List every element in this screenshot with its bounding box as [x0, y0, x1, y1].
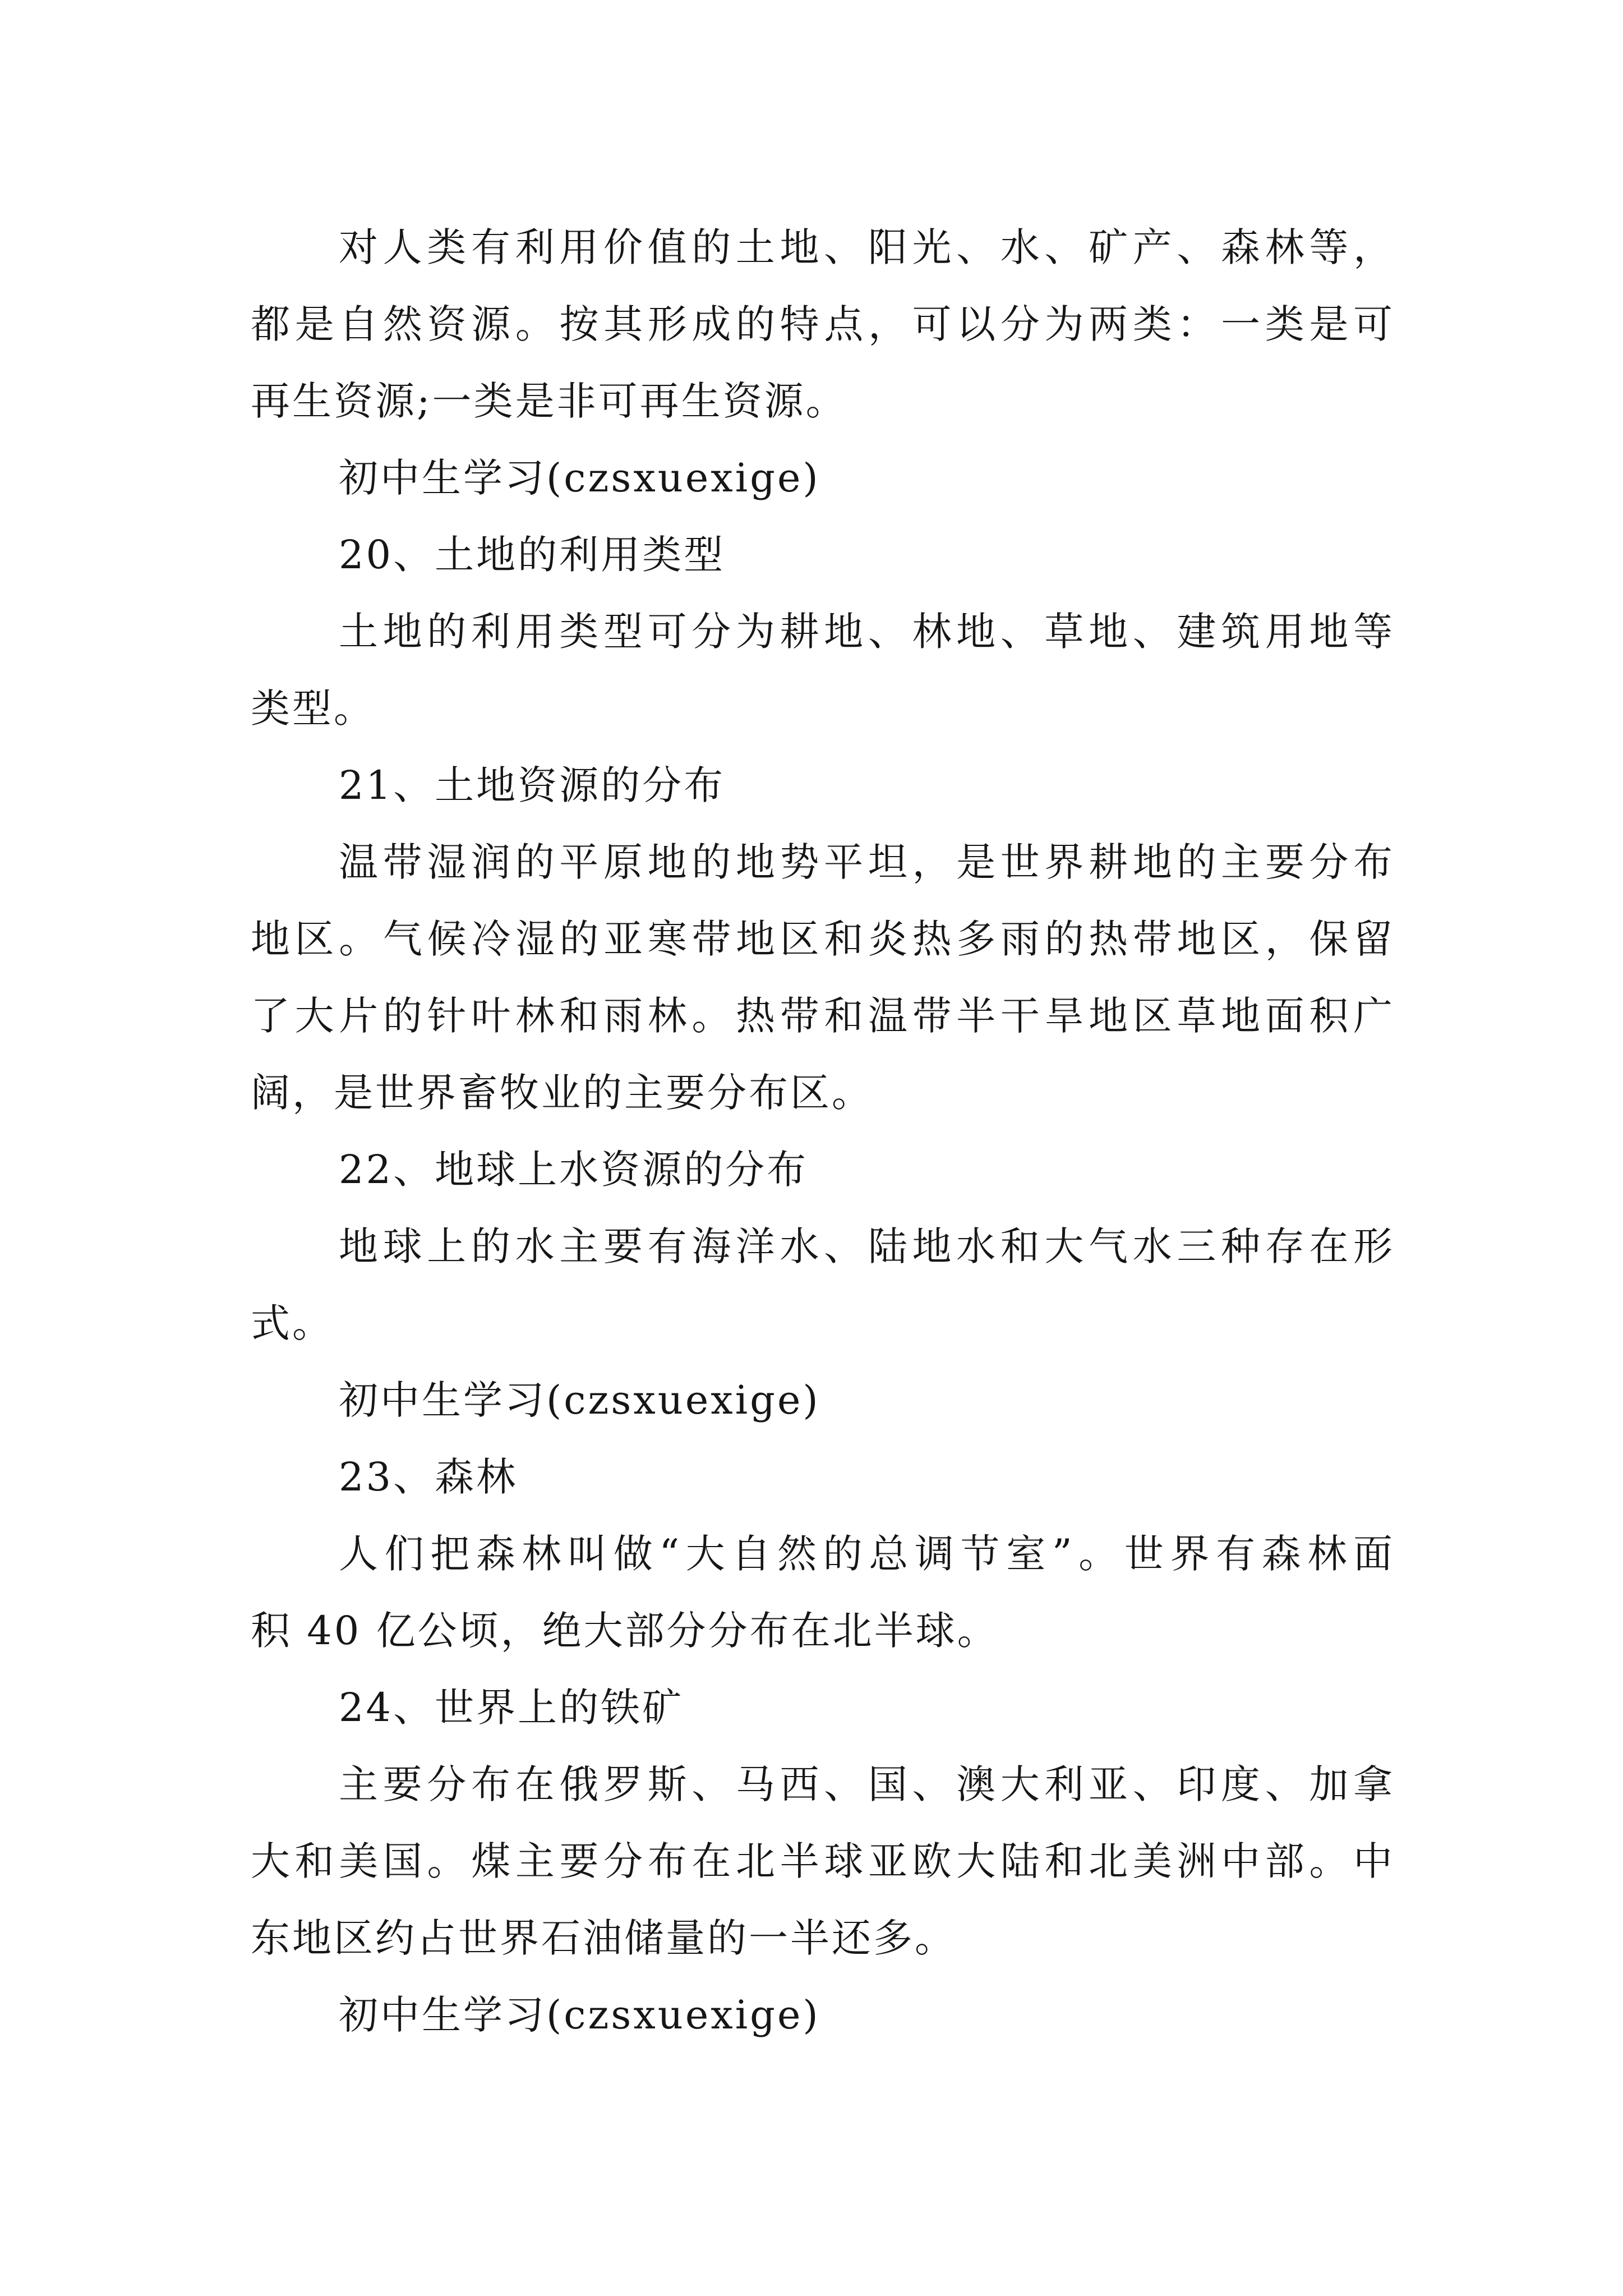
paragraph-forest [251, 1516, 1395, 1669]
text-line: 东地区约占世界石油储量的一半还多。 [251, 1915, 956, 1961]
source-note [251, 1362, 1395, 1439]
text-line: 了大片的针叶林和雨林。热带和温带半干旱地区草地面积广 [251, 993, 1395, 1039]
text-line: 初中生学习(czsxuexige) [339, 455, 820, 501]
section-heading [251, 517, 1395, 593]
text-line: 24、世界上的铁矿 [339, 1685, 684, 1731]
section-heading [251, 1439, 1395, 1516]
section-heading [251, 747, 1395, 824]
text-line: 22、地球上水资源的分布 [339, 1147, 809, 1193]
text-line: 类型。 [251, 685, 375, 731]
section-heading [251, 1131, 1395, 1208]
text-line: 温带湿润的平原地的地势平坦，是世界耕地的主要分布 [339, 839, 1395, 885]
section-heading [251, 1669, 1395, 1746]
text-line: 21、土地资源的分布 [339, 762, 726, 808]
text-line: 地球上的水主要有海洋水、陆地水和大气水三种存在形 [339, 1223, 1395, 1269]
document-body [251, 209, 1395, 2054]
source-note [251, 440, 1395, 517]
text-line: 积 40 亿公顷，绝大部分分布在北半球。 [251, 1608, 999, 1654]
text-line: 23、森林 [339, 1454, 518, 1500]
paragraph-land-distribution [251, 824, 1395, 1131]
text-line: 对人类有利用价值的土地、阳光、水、矿产、森林等， [339, 224, 1395, 270]
text-line: 主要分布在俄罗斯、马西、国、澳大利亚、印度、加拿 [339, 1761, 1395, 1807]
text-line: 再生资源;一类是非可再生资源。 [251, 378, 847, 424]
paragraph-water-distribution [251, 1208, 1395, 1362]
text-line: 土地的利用类型可分为耕地、林地、草地、建筑用地等 [339, 609, 1395, 655]
text-line: 20、土地的利用类型 [339, 532, 726, 578]
paragraph-natural-resources [251, 209, 1395, 440]
source-note [251, 1977, 1395, 2054]
text-line: 式。 [251, 1300, 334, 1346]
text-line: 初中生学习(czsxuexige) [339, 1377, 820, 1423]
text-line: 人们把森林叫做“大自然的总调节室”。世界有森林面 [339, 1531, 1395, 1577]
text-line: 初中生学习(czsxuexige) [339, 1992, 820, 2038]
text-line: 都是自然资源。按其形成的特点，可以分为两类：一类是可 [251, 301, 1395, 347]
paragraph-iron-ore [251, 1746, 1395, 1977]
text-line: 地区。气候冷湿的亚寒带地区和炎热多雨的热带地区，保留 [251, 916, 1395, 962]
paragraph-land-use [251, 593, 1395, 747]
text-line: 阔，是世界畜牧业的主要分布区。 [251, 1070, 873, 1116]
text-line: 大和美国。煤主要分布在北半球亚欧大陆和北美洲中部。中 [251, 1838, 1395, 1884]
